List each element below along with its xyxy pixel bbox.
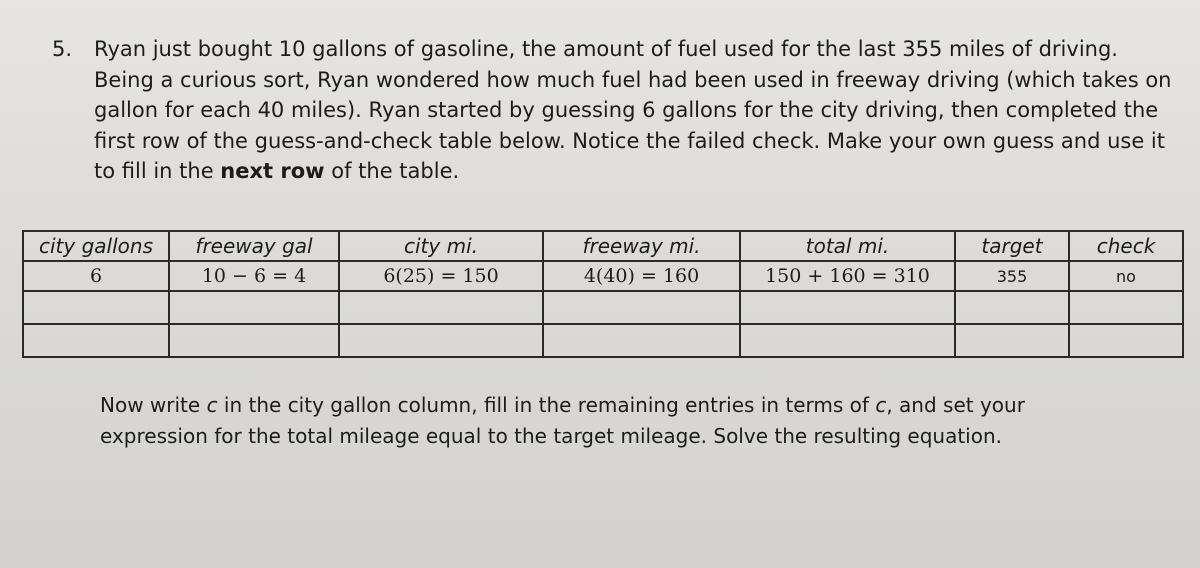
header-city-mi: city mi. — [339, 231, 543, 261]
followup-text-1: Now write — [100, 393, 207, 417]
followup-instructions — [100, 390, 1100, 452]
cell-freeway-gal: 10 − 6 = 4 — [169, 261, 339, 291]
cell-city-mi[interactable] — [339, 291, 543, 324]
cell-total-mi[interactable] — [740, 291, 955, 324]
problem-text-end: of the table. — [324, 159, 460, 183]
cell-freeway-gal[interactable] — [169, 291, 339, 324]
cell-check[interactable] — [1069, 291, 1183, 324]
cell-city-mi: 6(25) = 150 — [339, 261, 543, 291]
problem-statement — [94, 34, 1179, 187]
cell-check: no — [1069, 261, 1183, 291]
cell-freeway-mi[interactable] — [543, 291, 740, 324]
header-freeway-gal: freeway gal — [169, 231, 339, 261]
cell-check[interactable] — [1069, 324, 1183, 357]
cell-city-gallons[interactable] — [23, 324, 169, 357]
variable-c: c — [206, 393, 218, 417]
followup-text-3: , and set your expression for the total mileage equal to the target mileage. Solve the resulting equation. — [100, 393, 1025, 448]
followup-text-2: in the city gallon column, fill in the remaining entries in terms of — [217, 393, 876, 417]
header-freeway-mi: freeway mi. — [543, 231, 740, 261]
cell-total-mi[interactable] — [740, 324, 955, 357]
cell-freeway-mi[interactable] — [543, 324, 740, 357]
table-header-row — [23, 231, 1183, 261]
cell-city-gallons: 6 — [23, 261, 169, 291]
problem-text-start: Ryan just bought 10 gallons of gasoline, the amount of fuel used for the last 355 miles of driving. Being a curious sort, Ryan wondered how much fuel had been used in freeway driving (which takes on gallon for each 40 miles). Ryan started by guessing 6 gallons for the city driving, then completed the first row of the guess-and-check table below. Notice the failed check. Make your own guess and use it to fill in the — [94, 37, 1172, 183]
variable-c: c — [875, 393, 887, 417]
header-city-gallons: city gallons — [23, 231, 169, 261]
table-row — [23, 291, 1183, 324]
cell-city-mi[interactable] — [339, 324, 543, 357]
header-check: check — [1069, 231, 1183, 261]
header-total-mi: total mi. — [740, 231, 955, 261]
problem-number: 5. — [52, 37, 73, 61]
cell-freeway-gal[interactable] — [169, 324, 339, 357]
table-row — [23, 324, 1183, 357]
problem-bold-next-row: next row — [220, 159, 325, 183]
cell-total-mi: 150 + 160 = 310 — [740, 261, 955, 291]
problem-5 — [52, 34, 1192, 187]
cell-city-gallons[interactable] — [23, 291, 169, 324]
header-target: target — [955, 231, 1069, 261]
table-row — [23, 261, 1183, 291]
cell-target[interactable] — [955, 291, 1069, 324]
guess-and-check-table — [22, 230, 1184, 358]
cell-target[interactable] — [955, 324, 1069, 357]
cell-freeway-mi: 4(40) = 160 — [543, 261, 740, 291]
cell-target: 355 — [955, 261, 1069, 291]
